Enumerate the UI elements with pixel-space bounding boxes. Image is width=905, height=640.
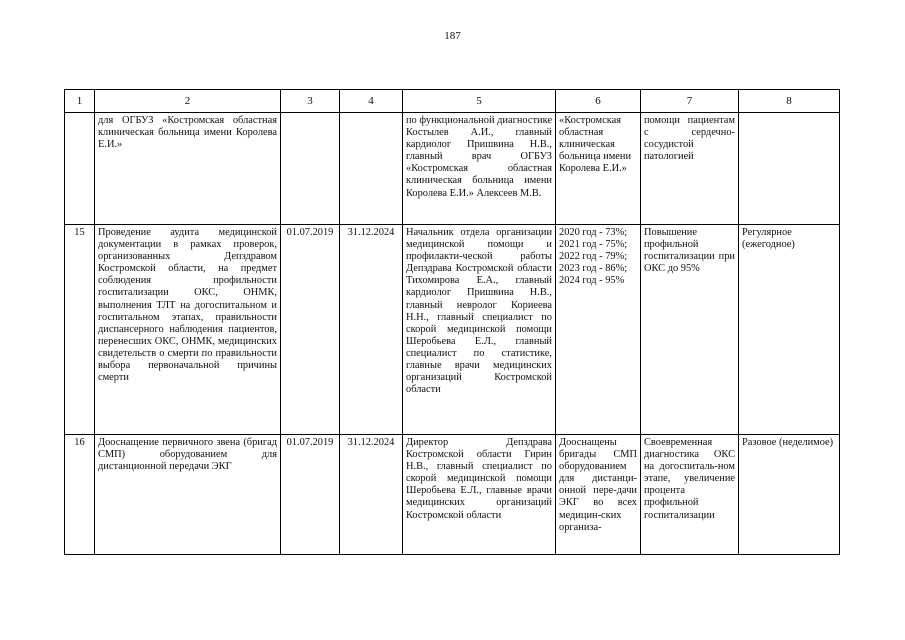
- end-date-cell: 31.12.2024: [340, 435, 403, 555]
- row-number: [65, 113, 95, 225]
- page-number: 187: [444, 30, 461, 42]
- row-number: 15: [65, 225, 95, 435]
- indicator-cell: Своевременная диагностика ОКС на догоспиталь-ном этапе, увеличение процента профильной госпитализации: [641, 435, 739, 555]
- indicator-cell: помощи пациентам с сердечно-сосудистой патологией: [641, 113, 739, 225]
- header-cell: 8: [739, 90, 840, 113]
- result-line: 2022 год - 79%;: [559, 251, 628, 263]
- header-cell: 5: [403, 90, 556, 113]
- responsible-cell: Начальник отдела организации медицинской помощи и профилакти-ческой работы Депздрава Костромской области Тихомирова Е.А., главный кардиолог Пришвина Н.В., главный невролог Кориеева Н.Н., главный специалист по скорой медицинской помощи Шеробьева Е.Л., главный специалист по статистике, главные врачи медицинских организаций Костромской области: [403, 225, 556, 435]
- header-cell: 3: [281, 90, 340, 113]
- result-cell: «Костромская областная клиническая больница имени Королева Е.И.»: [556, 113, 641, 225]
- result-cell: Дооснащены бригады СМП оборудованием для дистанци-онной пере-дачи ЭКГ во всех медицин-ских организа-: [556, 435, 641, 555]
- activity-table: [64, 89, 840, 555]
- end-date-cell: [340, 113, 403, 225]
- row-number: 16: [65, 435, 95, 555]
- table-row: [65, 225, 840, 435]
- type-cell: Разовое (неделимое): [739, 435, 840, 555]
- type-cell: [739, 113, 840, 225]
- header-row: [65, 90, 840, 113]
- header-cell: 1: [65, 90, 95, 113]
- activity-cell: для ОГБУЗ «Костромская областная клиническая больница имени Королева Е.И.»: [95, 113, 281, 225]
- responsible-cell: Директор Депздрава Костромской области Гирин Н.В., главный специалист по скорой медицинской помощи Шеробьева Е.Л., главные врачи медицинских организаций Костромской области: [403, 435, 556, 555]
- header-cell: 2: [95, 90, 281, 113]
- end-date-cell: 31.12.2024: [340, 225, 403, 435]
- table-row: [65, 113, 840, 225]
- start-date-cell: 01.07.2019: [281, 435, 340, 555]
- responsible-cell: по функциональной диагностике Костылев А.И., главный кардиолог Пришвина Н.В., главный врач ОГБУЗ «Костромская областная клиническая больница имени Королева Е.И.» Алексеев М.В.: [403, 113, 556, 225]
- start-date-cell: 01.07.2019: [281, 225, 340, 435]
- result-line: 2024 год - 95%: [559, 275, 625, 287]
- indicator-cell: Повышение профильной госпитализации при ОКС до 95%: [641, 225, 739, 435]
- activity-cell: Дооснащение первичного звена (бригад СМП) оборудованием для дистанционной передачи ЭКГ: [95, 435, 281, 555]
- header-cell: 6: [556, 90, 641, 113]
- start-date-cell: [281, 113, 340, 225]
- type-cell: Регулярное (ежегодное): [739, 225, 840, 435]
- activity-cell: Проведение аудита медицинской документации в рамках проверок, организованных Депздравом Костромской области, на предмет соблюдения профильности госпитализации ОКС, ОНМК, выполнения ТЛТ на догоспитальном и госпитальном этапах, правильности диспансерного наблюдения пациентов, перенесших ОКС, ОНМК, медицинских свидетельств о смерти по правильности выбора первоначальной причины смерти: [95, 225, 281, 435]
- header-cell: 4: [340, 90, 403, 113]
- header-cell: 7: [641, 90, 739, 113]
- table-row: [65, 435, 840, 555]
- result-line: 2023 год - 86%;: [559, 263, 628, 275]
- result-line: 2021 год - 75%;: [559, 239, 628, 251]
- result-line: 2020 год - 73%;: [559, 227, 628, 238]
- result-cell: [556, 225, 641, 435]
